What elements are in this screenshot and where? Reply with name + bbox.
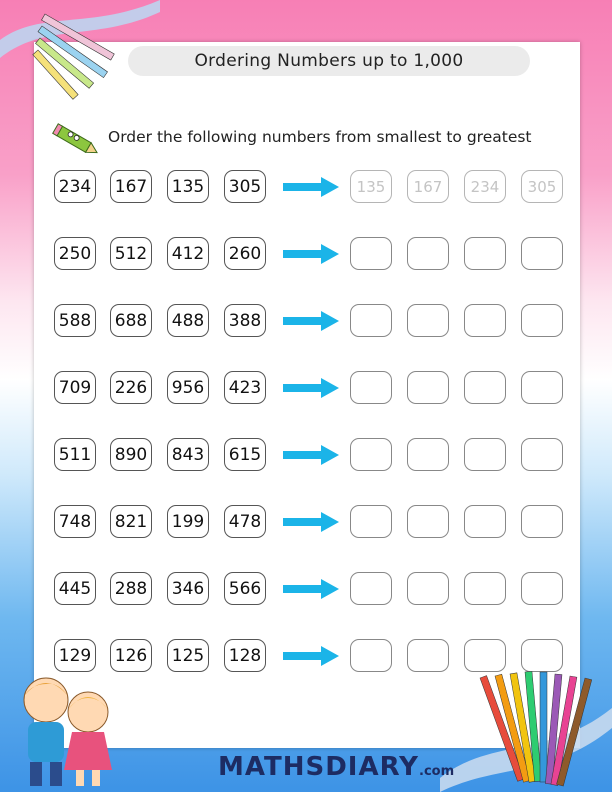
answer-box[interactable] [407,237,449,270]
number-box: 346 [167,572,209,605]
number-box: 423 [224,371,266,404]
answer-box[interactable]: 305 [521,170,563,203]
number-box: 512 [110,237,152,270]
arrow-right-icon [283,645,339,667]
answer-box[interactable] [407,438,449,471]
answer-box[interactable] [521,237,563,270]
pens-decoration [30,4,140,104]
number-box: 445 [54,572,96,605]
number-box: 288 [110,572,152,605]
children-illustration [8,662,134,790]
number-box: 615 [224,438,266,471]
answer-box[interactable]: 135 [350,170,392,203]
number-box: 199 [167,505,209,538]
arrow-right-icon [283,511,339,533]
answer-box[interactable]: 234 [464,170,506,203]
number-box: 488 [167,304,209,337]
number-box: 843 [167,438,209,471]
number-box: 388 [224,304,266,337]
number-box: 305 [224,170,266,203]
number-box: 128 [224,639,266,672]
number-box: 511 [54,438,96,471]
arrow-right-icon [283,578,339,600]
number-box: 709 [54,371,96,404]
answer-box[interactable] [350,505,392,538]
arrow-right-icon [283,243,339,265]
answer-box[interactable] [350,639,392,672]
number-box: 478 [224,505,266,538]
answer-box[interactable] [521,371,563,404]
answer-box[interactable] [407,371,449,404]
pencil-mascot-icon [50,122,102,160]
logo-suffix: .com [419,764,455,779]
number-box: 566 [224,572,266,605]
answer-box[interactable] [350,371,392,404]
number-box: 125 [167,639,209,672]
number-box: 412 [167,237,209,270]
answer-box[interactable] [407,304,449,337]
number-box: 260 [224,237,266,270]
number-box: 821 [110,505,152,538]
answer-box[interactable] [407,505,449,538]
number-box: 748 [54,505,96,538]
number-box: 226 [110,371,152,404]
answer-box[interactable] [521,572,563,605]
colored-pencils-decoration [440,668,612,792]
answer-box[interactable] [350,438,392,471]
logo-text: MATHSDIARY [218,752,420,782]
answer-box[interactable] [464,237,506,270]
mathsdiary-logo [218,752,454,782]
arrow-right-icon [283,176,339,198]
number-box: 588 [54,304,96,337]
answer-box[interactable] [407,572,449,605]
number-box: 129 [54,639,96,672]
instruction-text: Order the following numbers from smallest to greatest [108,128,532,146]
number-box: 956 [167,371,209,404]
answer-box[interactable] [521,304,563,337]
answer-box[interactable] [521,505,563,538]
number-box: 135 [167,170,209,203]
number-box: 167 [110,170,152,203]
answer-box[interactable] [464,438,506,471]
number-box: 250 [54,237,96,270]
answer-box[interactable]: 167 [407,170,449,203]
number-box: 890 [110,438,152,471]
arrow-right-icon [283,444,339,466]
number-box: 126 [110,639,152,672]
answer-box[interactable] [464,371,506,404]
page-title: Ordering Numbers up to 1,000 [128,46,530,76]
number-box: 234 [54,170,96,203]
answer-box[interactable] [350,572,392,605]
number-box: 688 [110,304,152,337]
answer-box[interactable] [350,237,392,270]
answer-box[interactable] [464,304,506,337]
answer-box[interactable] [464,572,506,605]
answer-box[interactable] [464,505,506,538]
answer-box[interactable] [350,304,392,337]
answer-box[interactable] [521,438,563,471]
arrow-right-icon [283,377,339,399]
arrow-right-icon [283,310,339,332]
